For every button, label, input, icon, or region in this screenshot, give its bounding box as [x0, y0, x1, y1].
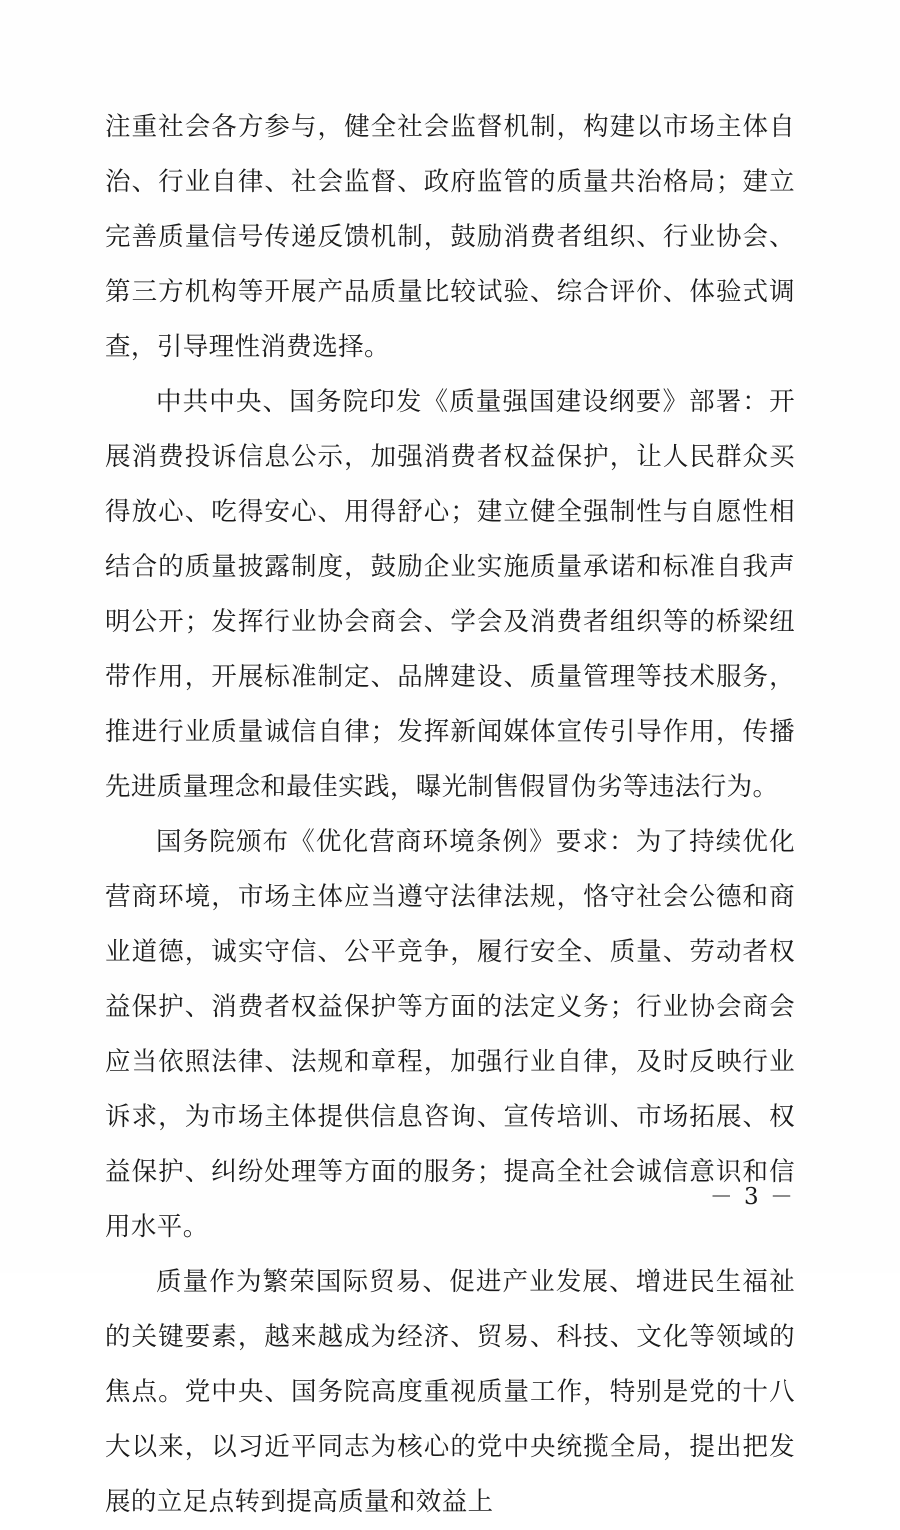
document-body: [105, 100, 795, 1530]
paragraph-4: 质量作为繁荣国际贸易、促进产业发展、增进民生福祉的关键要素，越来越成为经济、贸易、科技、文化等领域的焦点。党中央、国务院高度重视质量工作，特别是党的十八大以来，以习近平同志为核心的党中央统揽全局，提出把发展的立足点转到提高质量和效益上: [105, 1267, 795, 1517]
paragraph-1: 注重社会各方参与，健全社会监督机制，构建以市场主体自治、行业自律、社会监督、政府监管的质量共治格局；建立完善质量信号传递反馈机制，鼓励消费者组织、行业协会、第三方机构等开展产品质量比较试验、综合评价、体验式调查，引导理性消费选择。: [105, 112, 795, 362]
paragraph-2: 中共中央、国务院印发《质量强国建设纲要》部署：开展消费投诉信息公示，加强消费者权益保护，让人民群众买得放心、吃得安心、用得舒心；建立健全强制性与自愿性相结合的质量披露制度，鼓励企业实施质量承诺和标准自我声明公开；发挥行业协会商会、学会及消费者组织等的桥梁纽带作用，开展标准制定、品牌建设、质量管理等技术服务，推进行业质量诚信自律；发挥新闻媒体宣传引导作用，传播先进质量理念和最佳实践，曝光制售假冒伪劣等违法行为。: [105, 387, 795, 802]
page-number: － 3 －: [709, 1184, 795, 1210]
paragraph-3: 国务院颁布《优化营商环境条例》要求：为了持续优化营商环境，市场主体应当遵守法律法规，恪守社会公德和商业道德，诚实守信、公平竞争，履行安全、质量、劳动者权益保护、消费者权益保护等方面的法定义务；行业协会商会应当依照法律、法规和章程，加强行业自律，及时反映行业诉求，为市场主体提供信息咨询、宣传培训、市场拓展、权益保护、纠纷处理等方面的服务；提高全社会诚信意识和信用水平。: [105, 827, 795, 1242]
